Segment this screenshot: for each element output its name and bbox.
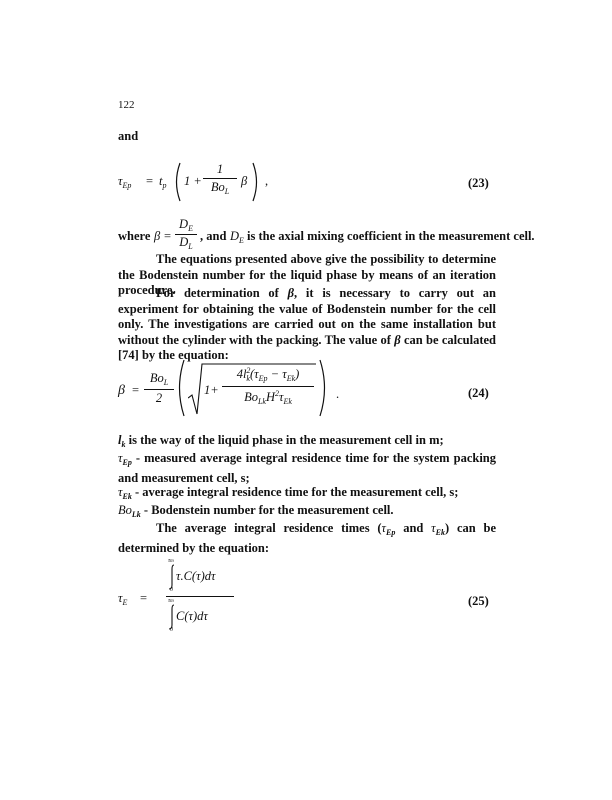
definition-lk: $l_k$ is the way of the liquid phase in the measurement cell in m; xyxy=(118,433,444,449)
eq23-lhs: $\tau_{Ep}$ xyxy=(118,174,132,190)
where-fraction: $D_E$ $D_L$ xyxy=(175,218,197,251)
eq25-equals: = xyxy=(140,591,148,605)
eq23-fraction: 1 $Bo_L$ xyxy=(203,163,237,196)
eq23-equals: = xyxy=(146,174,154,188)
eq25-fraction-bar xyxy=(166,596,234,597)
eq24-equals: = xyxy=(132,383,140,397)
eq25-lhs: $\tau_E$ xyxy=(118,591,128,607)
where-label: where xyxy=(118,229,151,243)
where-description: is the axial mixing coefficient in the measurement cell. xyxy=(247,229,535,243)
definition-tau-ep: $\tau_{Ep}$ - measured average integral residence time for the system packing and measurement cell, s; xyxy=(118,451,496,485)
definition-bo-lk: $Bo_{Lk}$ - Bodenstein number for the measurement cell. xyxy=(118,503,394,519)
eq23-beta: β xyxy=(241,174,248,188)
where-de: $D_E$ xyxy=(230,229,244,245)
where-beta: β xyxy=(154,229,161,243)
eq24-lhs: β xyxy=(118,383,125,398)
paragraph-3: The average integral residence times ($\tau_{Ep}$ and $\tau_{Ek}$) can be determined by the equation: xyxy=(118,521,497,555)
definition-tau-ek: $\tau_{Ek}$ - average integral residence time for the measurement cell, s; xyxy=(118,485,459,501)
equation-25: $\tau_E$ = τm 0 τ.C(τ)dτ τm 0 C(τ)dτ xyxy=(118,558,318,638)
equation-24 xyxy=(118,358,418,418)
page-number: 122 xyxy=(118,99,135,111)
paragraph-1: The equations presented above give the possibility to determine the Bodenstein number for the liquid phase by means of an iteration procedure. xyxy=(118,252,496,297)
eq23-left-paren xyxy=(172,162,182,202)
where-and: , and xyxy=(200,229,227,243)
eq24-one: 1+ xyxy=(204,383,219,397)
eq23-right-paren xyxy=(251,162,261,202)
and-text: and xyxy=(118,129,139,143)
eq25-number: (25) xyxy=(468,594,489,608)
eq24-inner-fraction: $4l^2_k(\tau_{Ep} - \tau_{Ek})$ $Bo_{Lk}H^2\tau_{Ek}$ xyxy=(222,367,314,406)
eq24-number: (24) xyxy=(468,386,489,400)
eq25-den-integrand: C(τ)dτ xyxy=(176,609,208,623)
eq23-t: $t_p$ xyxy=(159,174,167,190)
eq24-front-fraction: $Bo_L$ 2 xyxy=(144,372,174,405)
eq23-number: (23) xyxy=(468,176,489,190)
eq23-one: 1 + xyxy=(184,174,202,188)
eq24-left-paren xyxy=(174,359,186,417)
eq24-right-paren xyxy=(318,359,330,417)
eq24-period: . xyxy=(336,387,340,401)
paragraph-2: For determination of β, it is necessary to carry out an experiment for obtaining the value of Bodenstein number for the cell only. The investigations are carried out on the same installation but without the cylinder with the packing. The value of β can be calculated [74] by the equation: xyxy=(118,286,496,362)
where-line xyxy=(118,217,535,252)
where-equals: = xyxy=(164,229,172,243)
eq25-num-integrand: τ.C(τ)dτ xyxy=(176,569,216,583)
eq23-comma: , xyxy=(265,174,269,188)
